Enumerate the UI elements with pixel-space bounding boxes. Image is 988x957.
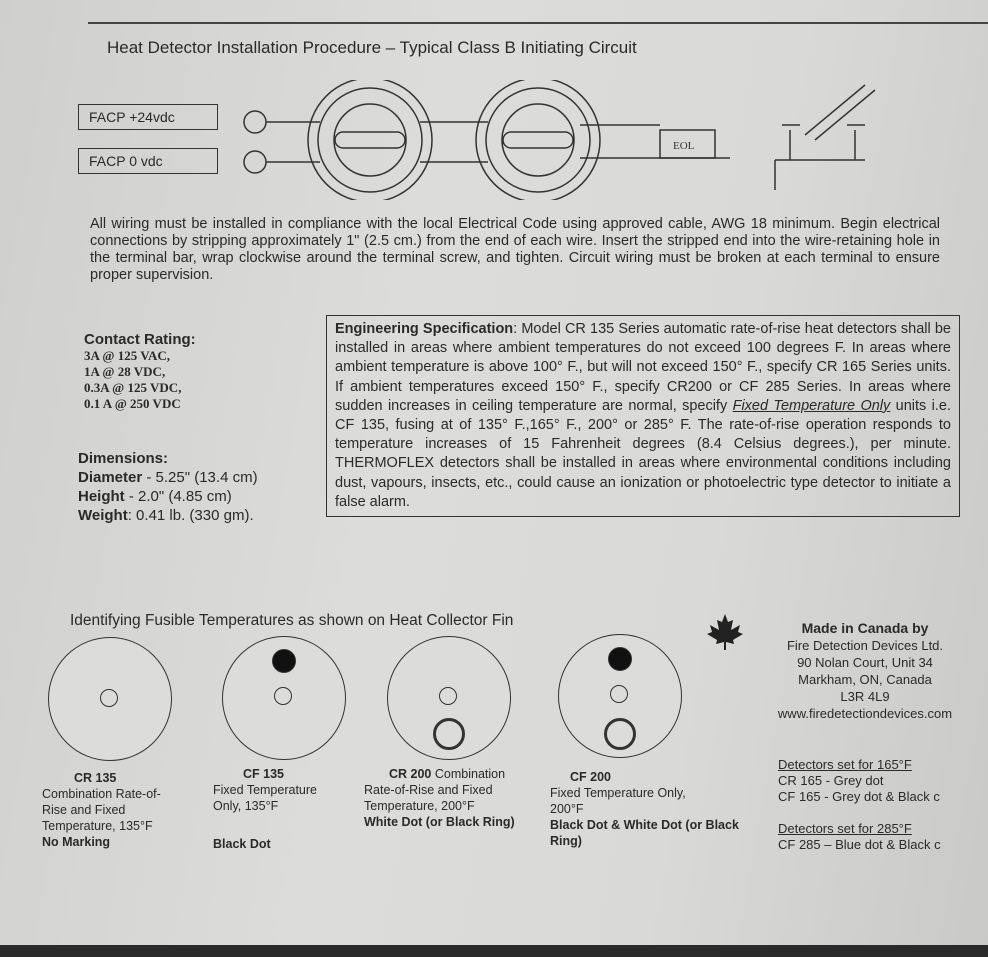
facp-positive-label: FACP +24vdc [78,104,218,130]
facp-zero-label: FACP 0 vdc [78,148,218,174]
detector-settings [778,757,941,853]
model-name: CR 200 [389,767,432,781]
black-dot-icon [608,647,632,671]
bottom-edge [0,945,988,957]
model-desc: Combination Rate-of-Rise and Fixed Temperature, 135°F [42,787,161,833]
white-dot-icon [100,689,118,707]
contact-heading: Contact Rating: [84,331,196,348]
address-line: Markham, ON, Canada [798,672,932,687]
caption-cr200 [364,766,534,830]
spec-text: units i.e. CF 135, fusing at of 135° F.,165° F., 200° or 285° F. The rate-of-rise operation responds to temperature increases of 15 Fahrenheit degrees (8.4 Celsius degrees.), per minute. THERMOFLEX detectors shall be installed in areas where environmental conditions including dust, vapours, insects, etc., could cause an ionization or photoelectric type detector to initiate a false alarm. [335,397,951,510]
model-marking: Black Dot [213,837,271,851]
postal-code: L3R 4L9 [840,689,890,704]
spec-italic: Fixed Temperature Only [732,397,891,414]
dimensions-heading: Dimensions: [78,450,169,467]
model-marking: No Marking [42,835,111,849]
engineering-specification [326,315,960,517]
caption-cf135 [213,766,348,852]
weight-value: : 0.41 lb. (330 gm). [127,507,254,524]
company-name: Fire Detection Devices Ltd. [786,638,944,653]
white-dot-icon [439,687,457,705]
maple-leaf-icon [705,612,745,652]
model-desc: Fixed Temperature Only, 135°F [213,783,317,813]
cr165-line: CR 165 - Grey dot [778,773,884,788]
caption-cr135 [42,770,182,850]
heading-285: Detectors set for 285°F [778,821,912,836]
cf165-line: CF 165 - Grey dot & Black c [778,789,940,804]
diameter-label: Diameter [78,469,143,486]
fin-cr200 [387,636,511,760]
model-name: CR 135 [74,771,117,785]
caption-cf200 [550,769,740,849]
fin-cf135 [222,636,346,760]
contact-line: 0.3A @ 125 VDC, [84,380,182,395]
made-heading: Made in Canada by [801,620,929,636]
contact-rating [84,332,196,412]
website: www.firedetectiondevices.com [777,706,953,721]
height-label: Height [78,488,125,505]
contact-line: 1A @ 28 VDC, [84,364,166,379]
model-marking: White Dot (or Black Ring) [364,815,515,829]
model-desc: Combination Rate-of-Rise and Fixed Temperature, 200°F [364,767,506,813]
wiring-diagram [230,80,890,200]
model-marking: Black Dot & White Dot (or Black Ring) [550,818,739,848]
black-ring-icon [604,718,636,750]
manufacturer-info [745,620,985,722]
eol-label: EOL [673,140,695,152]
contact-line: 3A @ 125 VAC, [84,348,171,363]
spec-heading: Engineering Specification [335,321,514,337]
white-dot-icon [610,685,628,703]
top-rule [88,22,988,24]
dimensions [78,449,258,525]
fin-cr135 [48,637,172,761]
black-ring-icon [433,718,465,750]
wiring-instructions: All wiring must be installed in compliance with the local Electrical Code using approved cable, AWG 18 minimum. Begin electrical connections by stripping approximately 1" (2.5 cm.) from the end of each wire. Insert the stripped end into the wire-retaining hole in the terminal bar, wrap clockwise around the terminal screw, and tighten. Circuit wiring must be broken at each terminal to ensure proper supervision. [90,216,940,283]
white-dot-icon [274,687,292,705]
page-title: Heat Detector Installation Procedure – Typical Class B Initiating Circuit [107,38,637,57]
heading-165: Detectors set for 165°F [778,757,912,772]
contact-line: 0.1 A @ 250 VDC [84,396,181,411]
height-value: - 2.0" (4.85 cm) [124,488,232,505]
model-desc: Fixed Temperature Only, 200°F [550,786,686,816]
model-name: CF 135 [243,767,284,781]
black-dot-icon [272,649,296,673]
model-name: CF 200 [570,770,611,784]
address-line: 90 Nolan Court, Unit 34 [797,655,933,670]
fin-cf200 [558,634,682,758]
identifying-heading: Identifying Fusible Temperatures as shown on Heat Collector Fin [70,612,514,629]
weight-label: Weight [78,507,128,524]
cf285-line: CF 285 – Blue dot & Black c [778,837,941,852]
diameter-value: - 5.25" (13.4 cm) [142,469,258,486]
spec-text: : Model CR 135 Series automatic rate-of-rise heat detectors shall be installed in areas where ambient temperatures do not exceed 100 degrees F. In areas where ambient temperature is above 100° F., but will not exceed 150° F., specify CR 165 Series units. If ambient temperatures exceed 150° F., specify CR200 or CF 285 Series. In areas where sudden increases in ceiling temperature are normal, specify [335,321,951,414]
